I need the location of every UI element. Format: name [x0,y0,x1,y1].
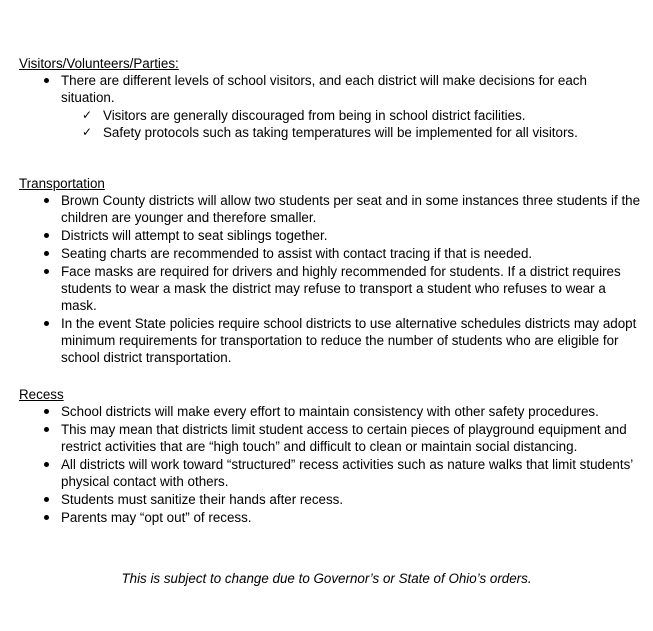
list-item-text: Parents may “opt out” of recess. [61,510,252,525]
list-item-text: This may mean that districts limit student access to certain pieces of playground equipment and restrict activities that are “high touch” and difficult to clean or maintain social distancing. [61,422,627,454]
list-item-text: Districts will attempt to seat siblings together. [61,228,328,243]
list-item-text: In the event State policies require school districts to use alternative schedules districts may adopt minimum requirements for transportation to reduce the number of students who are eligible for school district transportation. [61,316,637,365]
bullet-icon [41,509,51,526]
section-visitors [19,55,644,141]
bullet-icon [41,227,51,244]
list-item-text: All districts will work toward “structured” recess activities such as nature walks that limit students’ physical contact with others. [61,457,633,489]
section-heading: Transportation [19,176,105,191]
bullet-list [19,403,644,526]
list-item [19,315,644,366]
list-item [19,72,644,106]
sub-list-item-text: Safety protocols such as taking temperatures will be implemented for all visitors. [103,125,578,140]
list-item-text: School districts will make every effort to maintain consistency with other safety procedures. [61,404,599,419]
sub-list-item-text: Visitors are generally discouraged from being in school district facilities. [103,108,526,123]
bullet-icon [41,263,51,280]
section-transportation [19,175,644,367]
list-item [19,456,644,490]
list-item-text: There are different levels of school visitors, and each district will make decisions for each situation. [61,73,587,105]
section-recess [19,386,644,527]
bullet-list [19,72,644,141]
bullet-icon [41,315,51,332]
list-item-text: Seating charts are recommended to assist with contact tracing if that is needed. [61,246,533,261]
list-item-text: Students must sanitize their hands after recess. [61,492,344,507]
section-heading: Visitors/Volunteers/Parties: [19,56,179,71]
list-item [19,245,644,262]
bullet-icon [41,245,51,262]
checkmark-icon: ✓ [82,125,93,139]
sub-list-item [19,107,644,124]
list-item [19,263,644,314]
list-item [19,491,644,508]
bullet-icon [41,421,51,438]
checkmark-icon: ✓ [82,108,93,122]
section-heading: Recess [19,387,64,402]
sub-list-item [19,124,644,141]
list-item [19,403,644,420]
list-item [19,421,644,455]
list-item [19,192,644,226]
bullet-list [19,192,644,366]
list-item [19,227,644,244]
bullet-icon [41,72,51,89]
list-item-text: Face masks are required for drivers and highly recommended for students. If a district requires students to wear a mask the district may refuse to transport a student who refuses to wear a mask. [61,264,621,313]
list-item [19,509,644,526]
bullet-icon [41,491,51,508]
list-item-text: Brown County districts will allow two students per seat and in some instances three students if the children are younger and therefore smaller. [61,193,641,225]
bullet-icon [41,192,51,209]
bullet-icon [41,456,51,473]
footer-note: This is subject to change due to Governor’s or State of Ohio’s orders. [121,571,532,586]
bullet-icon [41,403,51,420]
